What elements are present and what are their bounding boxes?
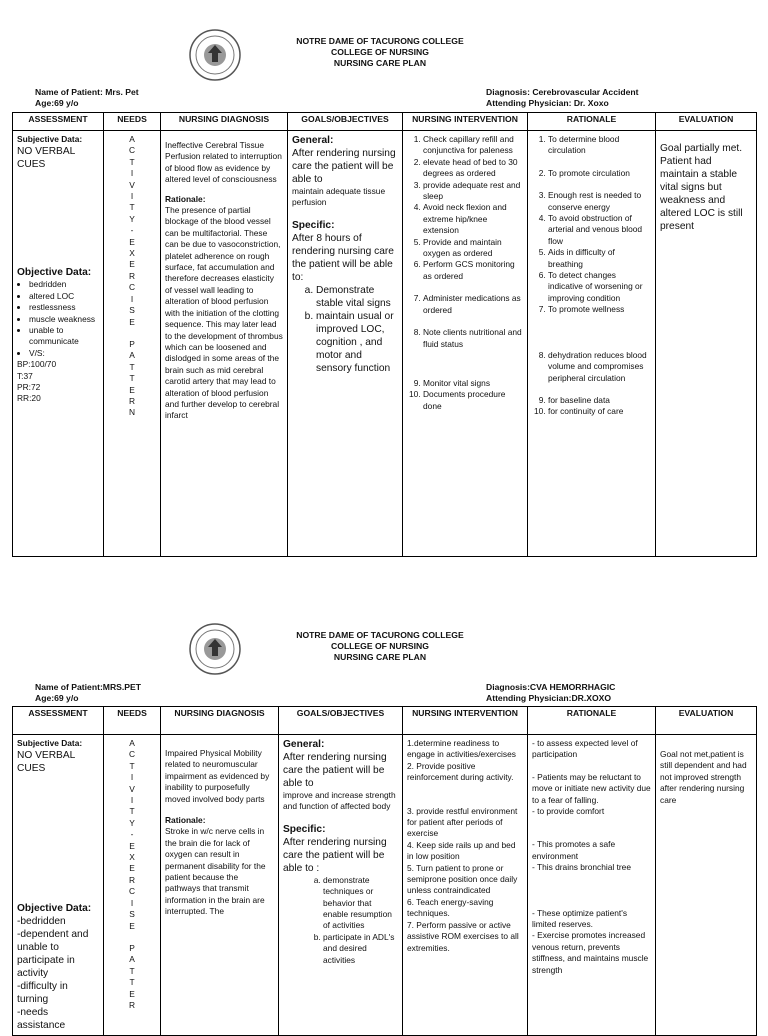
evaluation-text: Goal partially met. Patient had maintain a stable vital signs but weakness and altered LOC is still present	[660, 143, 743, 232]
medical-diagnosis: Diagnosis:CVA HEMORRHAGIC	[486, 682, 616, 692]
needs-letter: -	[130, 225, 134, 236]
needs-letter: P	[129, 942, 135, 953]
rationale-cell	[528, 131, 656, 557]
general-goal: After rendering nursing care the patient will be able to	[292, 148, 396, 185]
intervention-item: 1.determine readiness to engage in activities/exercises	[407, 738, 516, 760]
intervention-item: 7. Perform passive or active assistive ROM exercises to all extremities.	[407, 919, 519, 953]
objective-item: -needs assistance	[17, 1007, 66, 1032]
needs-letter: X	[129, 852, 135, 863]
college-name: COLLEGE OF NURSING	[331, 641, 429, 651]
needs-letter: T	[129, 202, 135, 213]
needs-letter: E	[129, 236, 135, 247]
document-title: NURSING CARE PLAN	[333, 58, 427, 68]
needs-letter: E	[129, 259, 135, 270]
column-header-goals: GOALS/OBJECTIVES	[288, 113, 403, 131]
needs-letter: T	[129, 806, 135, 817]
intervention-item: 3. provide restful environment for patient after periods of exercise	[407, 805, 518, 839]
general-goal-detail: maintain adequate tissue perfusion	[292, 186, 386, 208]
specific-goal: After 8 hours of rendering nursing care the patient will be able to:	[292, 232, 394, 283]
rationale-item: 3. Enough rest is needed to conserve energy	[548, 190, 651, 213]
objective-item: • restlessness	[29, 302, 99, 313]
objective-item: • unable to communicate	[29, 325, 99, 348]
objective-item: -dependent and unable to participate in activity	[17, 929, 89, 980]
column-header-nursing-diagnosis: NURSING DIAGNOSIS	[161, 113, 288, 131]
needs-letter: E	[129, 988, 135, 999]
vital-sign: BP:100/70	[17, 359, 57, 370]
rationale-item: - This drains bronchial tree	[532, 862, 631, 873]
patient-name: Name of Patient: Mrs. Pet	[35, 87, 139, 97]
rationale-label: Rationale:	[165, 193, 206, 204]
objective-item: -bedridden	[17, 916, 66, 928]
needs-letter: C	[128, 145, 136, 156]
rationale-item: 4. To avoid obstruction of arterial and venous blood flow	[548, 213, 651, 247]
column-header-intervention: NURSING INTERVENTION	[403, 113, 528, 131]
assessment-cell	[13, 735, 104, 1036]
intervention-item: 4. Avoid neck flexion and extreme hip/knee extension	[423, 202, 523, 236]
needs-letter: T	[129, 156, 135, 167]
needs-letter: N	[128, 407, 136, 418]
college-name: COLLEGE OF NURSING	[331, 47, 429, 57]
needs-letter: A	[129, 350, 135, 361]
intervention-item: 2. elevate head of bed to 30 degrees as ordered	[423, 157, 523, 180]
specific-goal-item: b. participate in ADL's and desired activities	[323, 932, 398, 966]
rationale-item: 5. Aids in difficulty of breathing	[548, 247, 651, 270]
rationale-text: The presence of partial blockage of the blood vessel can be multifactorial. These can be due to vasoconstriction, platelet adherence on rough surface, fat accumulation and therefore decreases elasticity of vessel wall leading to alteration of blood perfusion with the initiation of the clotting sequence. This may later lead to the development of thrombus which can be loosened and dislodged in some areas of the brain such as mid cerebral carotid artery that may lead to alteration of blood perfusion and further develop to cerebral infarct	[165, 205, 283, 421]
school-name: NOTRE DAME OF TACURONG COLLEGE	[296, 630, 464, 640]
needs-letter: V	[129, 179, 135, 190]
needs-letter: I	[130, 191, 134, 202]
intervention-item: 5. Turn patient to prone or semiprone position once daily unless contraindicated	[407, 862, 518, 896]
specific-goal-item: a. demonstrate techniques or behavior that enable resumption of activities	[323, 875, 398, 932]
needs-letter: A	[129, 954, 135, 965]
diagnosis-info	[486, 682, 615, 704]
rationale-item: 7. To promote wellness	[548, 304, 651, 315]
rationale-cell	[528, 735, 656, 1036]
objective-item: • muscle weakness	[29, 314, 99, 325]
needs-letter: T	[129, 965, 135, 976]
needs-letter: R	[128, 999, 136, 1010]
needs-letter: R	[128, 270, 136, 281]
general-goal-label: General:	[292, 135, 334, 146]
column-header-evaluation: EVALUATION	[656, 113, 757, 131]
goals-cell	[279, 735, 403, 1036]
patient-info	[35, 682, 141, 704]
evaluation-cell	[656, 131, 757, 557]
needs-letter: Y	[129, 817, 135, 828]
specific-goal-item: b. maintain usual or improved LOC, cognition , and motor and sensory function	[316, 310, 398, 375]
general-goal-label: General:	[283, 739, 325, 750]
column-header-needs: NEEDS	[104, 113, 161, 131]
subjective-label: Subjective Data:	[17, 134, 83, 144]
needs-letter: T	[129, 977, 135, 988]
intervention-item: 9. Monitor vital signs	[423, 378, 523, 389]
objective-item: • bedridden	[29, 279, 99, 290]
attending-physician: Attending Physician:DR.XOXO	[486, 693, 612, 703]
needs-letter: E	[129, 316, 135, 327]
document-header	[220, 36, 540, 69]
needs-letter: A	[129, 134, 135, 144]
intervention-item: 3. provide adequate rest and sleep	[423, 180, 523, 203]
needs-letter: V	[129, 783, 135, 794]
diagnosis-statement: Ineffective Cerebral Tissue Perfusion related to interruption of blood flow as evidence by altered level of consciousness	[165, 140, 282, 185]
goals-cell	[288, 131, 403, 557]
objective-label: Objective Data:	[17, 903, 92, 915]
rationale-text: Stroke in w/c nerve cells in the brain die for lack of oxygen can result in permanent disability for the patient because the pathways that transmit information in the brain are interrupted. The	[165, 826, 266, 917]
column-header-nursing-diagnosis: NURSING DIAGNOSIS	[161, 707, 279, 735]
column-header-intervention: NURSING INTERVENTION	[403, 707, 528, 735]
objective-item: • altered LOC	[29, 291, 99, 302]
needs-letter: T	[129, 760, 135, 771]
nursing-diagnosis-cell	[161, 735, 279, 1036]
intervention-cell	[403, 735, 528, 1036]
intervention-cell	[403, 131, 528, 557]
needs-letter: A	[129, 738, 135, 748]
specific-goal-item: a. Demonstrate stable vital signs	[316, 284, 398, 310]
needs-letter: C	[128, 886, 136, 897]
objective-item: -difficulty in turning	[17, 981, 68, 1006]
vital-sign: T:37	[17, 370, 33, 381]
intervention-item: 6. Teach energy-saving techniques.	[407, 896, 494, 919]
column-header-rationale: RATIONALE	[528, 707, 656, 735]
patient-name: Name of Patient:MRS.PET	[35, 682, 142, 692]
column-header-goals: GOALS/OBJECTIVES	[279, 707, 403, 735]
vital-sign: RR:20	[17, 393, 41, 404]
objective-item: • V/S:	[29, 348, 99, 359]
needs-letter: I	[130, 772, 134, 783]
intervention-item: 7. Administer medications as ordered	[423, 293, 523, 316]
needs-letter: I	[130, 795, 134, 806]
assessment-cell	[13, 131, 104, 557]
needs-letter: I	[130, 897, 134, 908]
care-plan-table	[12, 706, 757, 1036]
rationale-item: - Exercise promotes increased venous return, prevents stiffness, and maintains muscle strength	[532, 930, 649, 975]
specific-goal-label: Specific:	[283, 823, 326, 835]
medical-diagnosis: Diagnosis: Cerebrovascular Accident	[486, 87, 639, 97]
rationale-label: Rationale:	[165, 815, 206, 826]
rationale-item: 9. for baseline data	[548, 395, 651, 406]
subjective-data: NO VERBAL CUES	[17, 750, 75, 775]
general-goal-detail: improve and increase strength and function of affected body	[283, 790, 396, 812]
needs-letter: R	[128, 395, 136, 406]
patient-info	[35, 87, 139, 109]
rationale-item: 10. for continuity of care	[548, 406, 651, 417]
document-header	[220, 630, 540, 663]
column-header-evaluation: EVALUATION	[656, 707, 757, 735]
subjective-label: Subjective Data:	[17, 738, 83, 748]
needs-letter: S	[129, 909, 135, 920]
needs-letter: S	[129, 305, 135, 316]
column-header-needs: NEEDS	[104, 707, 161, 735]
needs-letter: I	[130, 293, 134, 304]
diagnosis-statement: Impaired Physical Mobility related to neuromuscular impairment as evidenced by inability to purposefully moved involved body parts	[165, 748, 270, 804]
objective-label: Objective Data:	[17, 267, 92, 279]
column-header-rationale: RATIONALE	[528, 113, 656, 131]
rationale-item: - These optimize patient's limited reserves.	[532, 907, 628, 930]
specific-goal: After rendering nursing care the patient will be able to :	[283, 836, 387, 874]
needs-letter: -	[130, 829, 134, 840]
rationale-item: - This promotes a safe environment	[532, 839, 616, 861]
rationale-item: - to assess expected level of participation	[532, 738, 638, 760]
needs-letter: E	[129, 920, 135, 931]
needs-cell	[104, 131, 161, 557]
needs-letter: E	[129, 840, 135, 851]
needs-cell	[104, 735, 161, 1036]
column-header-assessment: ASSESSMENT	[13, 113, 104, 131]
document-title: NURSING CARE PLAN	[333, 652, 427, 662]
intervention-item: 4. Keep side rails up and bed in low position	[407, 839, 516, 862]
attending-physician: Attending Physician: Dr. Xoxo	[486, 98, 609, 108]
care-plan-table	[12, 112, 757, 557]
rationale-item: 1. To determine blood circulation	[548, 134, 651, 157]
needs-letter: I	[130, 168, 134, 179]
diagnosis-info	[486, 87, 639, 109]
vital-sign: PR:72	[17, 382, 41, 393]
patient-age: Age:69 y/o	[35, 693, 79, 703]
rationale-item: 6. To detect changes indicative of worsening or improving condition	[548, 270, 651, 304]
subjective-data: NO VERBAL CUES	[17, 146, 75, 171]
intervention-item: 8. Note clients nutritional and fluid status	[423, 327, 523, 350]
evaluation-cell	[656, 735, 757, 1036]
intervention-item: 6. Perform GCS monitoring as ordered	[423, 259, 523, 282]
needs-letter: P	[129, 338, 135, 349]
rationale-item: - to provide comfort	[532, 806, 605, 817]
patient-age: Age:69 y/o	[35, 98, 79, 108]
rationale-item: 8. dehydration reduces blood volume and compromises peripheral circulation	[548, 350, 651, 384]
specific-goal-label: Specific:	[292, 219, 335, 231]
intervention-item: 2. Provide positive reinforcement during activity.	[407, 760, 514, 783]
column-header-assessment: ASSESSMENT	[13, 707, 104, 735]
intervention-item: 1. Check capillary refill and conjunctiva for paleness	[423, 134, 523, 157]
needs-letter: T	[129, 373, 135, 384]
general-goal: After rendering nursing care the patient will be able to	[283, 752, 387, 789]
needs-letter: C	[128, 749, 136, 760]
intervention-item: 5. Provide and maintain oxygen as ordered	[423, 237, 523, 260]
needs-letter: R	[128, 874, 136, 885]
needs-letter: T	[129, 361, 135, 372]
rationale-item: 2. To promote circulation	[548, 168, 651, 179]
needs-letter: E	[129, 384, 135, 395]
school-name: NOTRE DAME OF TACURONG COLLEGE	[296, 36, 464, 46]
needs-letter: E	[129, 863, 135, 874]
needs-letter: Y	[129, 213, 135, 224]
nursing-diagnosis-cell	[161, 131, 288, 557]
evaluation-text: Goal not met,patient is still dependent and had not improved strength after rendering nursing care	[660, 749, 747, 805]
intervention-item: 10. Documents procedure done	[423, 389, 523, 412]
needs-letter: X	[129, 248, 135, 259]
rationale-item: - Patients may be reluctant to move or initiate new activity due to a fear of falling.	[532, 771, 651, 805]
needs-letter: C	[128, 282, 136, 293]
